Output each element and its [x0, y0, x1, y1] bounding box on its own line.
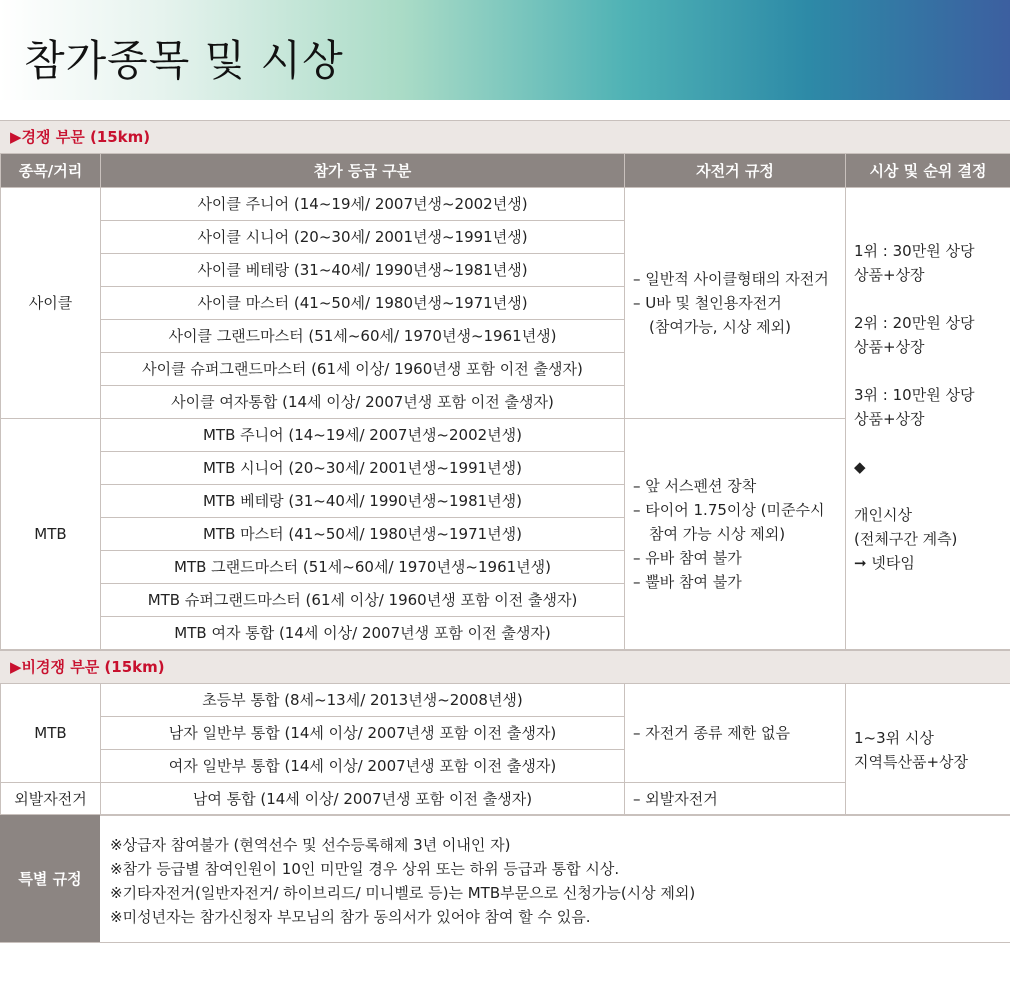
diamond-icon: ◆ — [854, 457, 866, 476]
award-line: 2위 : 20만원 상당 — [854, 313, 975, 332]
noncompetitive-table — [0, 683, 1010, 816]
page-title: 참가종목 및 시상 — [24, 36, 344, 85]
class-cell: 남자 일반부 통합 (14세 이상/ 2007년생 포함 이전 출생자) — [101, 717, 625, 750]
rule-line: (참여가능, 시상 제외) — [649, 318, 791, 336]
award-line: 3위 : 10만원 상당 — [854, 385, 975, 404]
competitive-table — [0, 153, 1010, 650]
special-rules — [0, 814, 1010, 943]
awards-cell — [846, 188, 1010, 650]
rule-line: – U바 및 철인용자전거 — [633, 294, 782, 312]
header-class: 참가 등급 구분 — [101, 154, 625, 188]
class-cell: 사이클 그랜드마스터 (51세~60세/ 1970년생~1961년생) — [101, 320, 625, 353]
rule-line: – 뿔바 참여 불가 — [633, 573, 742, 591]
class-cell: 사이클 주니어 (14~19세/ 2007년생~2002년생) — [101, 188, 625, 221]
bike-rules-unicycle: – 외발자전거 — [625, 783, 846, 816]
special-rules-notes — [110, 833, 695, 929]
category-cell-cycle: 사이클 — [1, 188, 101, 419]
category-cell-mtb: MTB — [1, 419, 101, 650]
class-cell: MTB 시니어 (20~30세/ 2001년생~1991년생) — [101, 452, 625, 485]
class-cell: MTB 그랜드마스터 (51세~60세/ 1970년생~1961년생) — [101, 551, 625, 584]
class-cell: MTB 마스터 (41~50세/ 1980년생~1971년생) — [101, 518, 625, 551]
award-line: (전체구간 계측) — [854, 529, 958, 548]
title-banner — [0, 0, 1010, 100]
class-cell: 사이클 여자통합 (14세 이상/ 2007년생 포함 이전 출생자) — [101, 386, 625, 419]
table-row — [1, 188, 1010, 221]
awards-cell-noncomp — [846, 684, 1010, 816]
award-line: 상품+상장 — [854, 265, 925, 284]
noncompetitive-section-header — [0, 650, 1010, 683]
class-cell: 사이클 베테랑 (31~40세/ 1990년생~1981년생) — [101, 254, 625, 287]
header-category: 종목/거리 — [1, 154, 101, 188]
header-awards: 시상 및 순위 결정 — [846, 154, 1010, 188]
class-cell: 초등부 통합 (8세~13세/ 2013년생~2008년생) — [101, 684, 625, 717]
award-line: 1~3위 시상 — [854, 728, 934, 747]
competitive-section-label: ▶경쟁 부문 (15km) — [10, 128, 151, 146]
class-cell: 사이클 마스터 (41~50세/ 1980년생~1971년생) — [101, 287, 625, 320]
class-cell: MTB 베테랑 (31~40세/ 1990년생~1981년생) — [101, 485, 625, 518]
special-note: ※참가 등급별 참여인원이 10인 미만일 경우 상위 또는 하위 등급과 통합 시상. — [110, 860, 620, 878]
table-header-row — [1, 154, 1010, 188]
award-line: 1위 : 30만원 상당 — [854, 241, 975, 260]
class-cell: MTB 슈퍼그랜드마스터 (61세 이상/ 1960년생 포함 이전 출생자) — [101, 584, 625, 617]
special-note: ※미성년자는 참가신청자 부모님의 참가 동의서가 있어야 참여 할 수 있음. — [110, 908, 591, 926]
award-line: ➞ 넷타임 — [854, 553, 915, 572]
class-cell: 남여 통합 (14세 이상/ 2007년생 포함 이전 출생자) — [101, 783, 625, 816]
rule-line: – 앞 서스펜션 장착 — [633, 477, 757, 495]
rule-line: 참여 가능 시상 제외) — [649, 525, 786, 543]
header-bike-rules: 자전거 규정 — [625, 154, 846, 188]
bike-rules-mtb-noncomp: – 자전거 종류 제한 없음 — [625, 684, 846, 783]
category-cell-mtb-noncomp: MTB — [1, 684, 101, 783]
bike-rules-cycle — [625, 188, 846, 419]
bike-rules-mtb — [625, 419, 846, 650]
special-note: ※기타자전거(일반자전거/ 하이브리드/ 미니벨로 등)는 MTB부문으로 신청가능(시상 제외) — [110, 884, 696, 902]
class-cell: 여자 일반부 통합 (14세 이상/ 2007년생 포함 이전 출생자) — [101, 750, 625, 783]
special-rules-label: 특별 규정 — [0, 815, 100, 942]
category-cell-unicycle: 외발자전거 — [1, 783, 101, 816]
class-cell: 사이클 슈퍼그랜드마스터 (61세 이상/ 1960년생 포함 이전 출생자) — [101, 353, 625, 386]
rule-line: – 유바 참여 불가 — [633, 549, 742, 567]
class-cell: MTB 주니어 (14~19세/ 2007년생~2002년생) — [101, 419, 625, 452]
award-line: 상품+상장 — [854, 409, 925, 428]
award-line: 상품+상장 — [854, 337, 925, 356]
class-cell: 사이클 시니어 (20~30세/ 2001년생~1991년생) — [101, 221, 625, 254]
rule-line: – 타이어 1.75이상 (미준수시 — [633, 501, 825, 519]
rule-line: – 일반적 사이클형태의 자전거 — [633, 270, 829, 288]
noncompetitive-section-label: ▶비경쟁 부문 (15km) — [10, 658, 165, 676]
award-line: 지역특산품+상장 — [854, 752, 968, 771]
special-note: ※상급자 참여불가 (현역선수 및 선수등록해제 3년 이내인 자) — [110, 836, 511, 854]
competitive-section-header — [0, 120, 1010, 153]
award-line: 개인시상 — [854, 505, 912, 524]
class-cell: MTB 여자 통합 (14세 이상/ 2007년생 포함 이전 출생자) — [101, 617, 625, 650]
table-row — [1, 684, 1010, 717]
